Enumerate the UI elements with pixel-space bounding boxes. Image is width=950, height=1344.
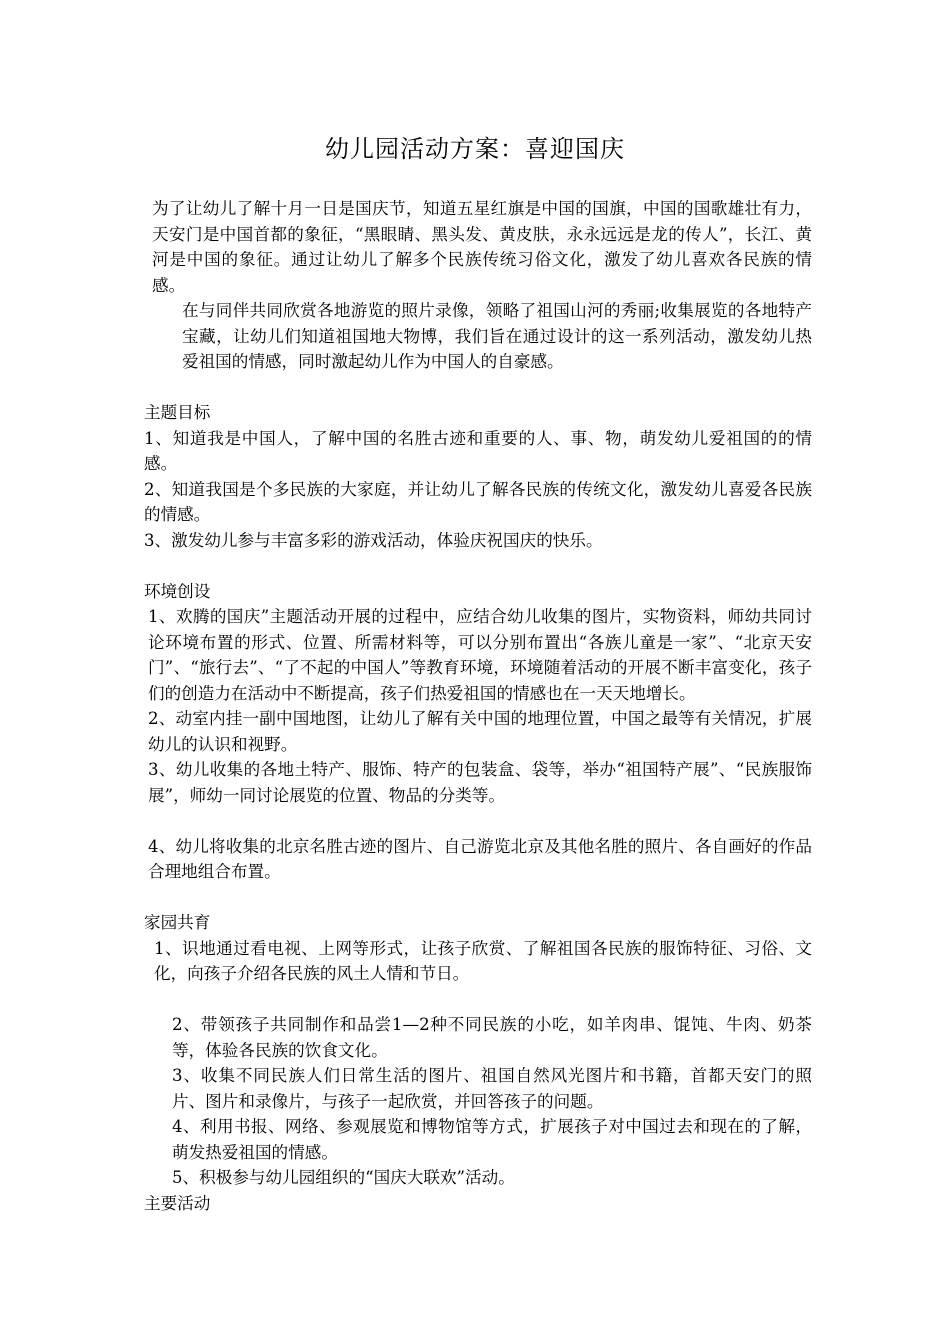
goal-item: 2、知道我国是个多民族的大家庭，并让幼儿了解各民族的传统文化，激发幼儿喜爱各民族的情感。	[144, 479, 812, 524]
paragraph-gap	[144, 553, 812, 579]
home-item: 5、积极参与幼儿园组织的“国庆大联欢”活动。	[172, 1168, 515, 1187]
home-item: 4、利用书报、网络、参观展览和博物馆等方式，扩展孩子对中国过去和现在的了解，萌发热爱祖国的情感。	[172, 1117, 812, 1162]
home-item: 3、收集不同民族人们日常生活的图片、祖国自然风光图片和书籍，首都天安门的照片、图片和录像片，与孩子一起欣赏，并回答孩子的问题。	[172, 1066, 812, 1111]
section-heading-environment: 环境创设	[144, 581, 211, 601]
intro-paragraph: 在与同伴共同欣赏各地游览的照片录像，领略了祖国山河的秀丽;收集展览的各地特产宝藏，让幼儿们知道祖国地大物博，我们旨在通过设计的这一系列活动，激发幼儿热爱祖国的情感，同时激起幼儿作为中国人的自豪感。	[182, 301, 812, 371]
section-heading-goals: 主题目标	[144, 403, 211, 422]
paragraph-gap	[144, 375, 812, 401]
goal-item: 1、知道我是中国人，了解中国的名胜古迹和重要的人、事、物，萌发幼儿爱祖国的的情感。	[144, 428, 812, 473]
document-body	[144, 196, 812, 1216]
section-heading-home: 家园共育	[144, 913, 211, 932]
section-heading-activities: 主要活动	[144, 1193, 211, 1213]
paragraph-gap	[144, 987, 812, 1013]
environment-item: 2、动室内挂一副中国地图，让幼儿了解有关中国的地理位置，中国之最等有关情况，扩展幼儿的认识和视野。	[148, 709, 812, 754]
environment-item: 4、幼儿将收集的北京名胜古迹的图片、自己游览北京及其他名胜的照片、各自画好的作品合理地组合布置。	[148, 836, 812, 881]
environment-item: 3、幼儿收集的各地土特产、服饰、特产的包装盒、袋等，举办“祖国特产展”、“民族服饰展”，师幼一同讨论展览的位置、物品的分类等。	[148, 760, 812, 805]
goal-item: 3、激发幼儿参与丰富多彩的游戏活动，体验庆祝国庆的快乐。	[144, 530, 603, 550]
document-title: 幼儿园活动方案：喜迎国庆	[325, 135, 625, 163]
home-item: 2、带领孩子共同制作和品尝1—2种不同民族的小吃，如羊肉串、馄饨、牛肉、奶茶等，体验各民族的饮食文化。	[172, 1015, 812, 1060]
home-item: 1、识地通过看电视、上网等形式，让孩子欣赏、了解祖国各民族的服饰特征、习俗、文化，向孩子介绍各民族的风土人情和节日。	[154, 938, 812, 983]
paragraph-gap	[144, 885, 812, 911]
environment-item: 1、欢腾的国庆”主题活动开展的过程中，应结合幼儿收集的图片，实物资料，师幼共同讨论环境布置的形式、位置、所需材料等，可以分别布置出“各族儿童是一家”、“北京天安门”、“旅行去”、“了不起的中国人”等教育环境，环境随着活动的开展不断丰富变化，孩子们的创造力在活动中不断提高，孩子们热爱祖国的情感也在一天天地增长。	[148, 607, 812, 703]
intro-paragraph: 为了让幼儿了解十月一日是国庆节，知道五星红旗是中国的国旗，中国的国歌雄壮有力，天安门是中国首都的象征，“黑眼睛、黑头发、黄皮肤，永永远远是龙的传人”，长江、黄河是中国的象征。通过让幼儿了解多个民族传统习俗文化，激发了幼儿喜欢各民族的情感。	[152, 199, 812, 295]
paragraph-gap	[144, 808, 812, 834]
